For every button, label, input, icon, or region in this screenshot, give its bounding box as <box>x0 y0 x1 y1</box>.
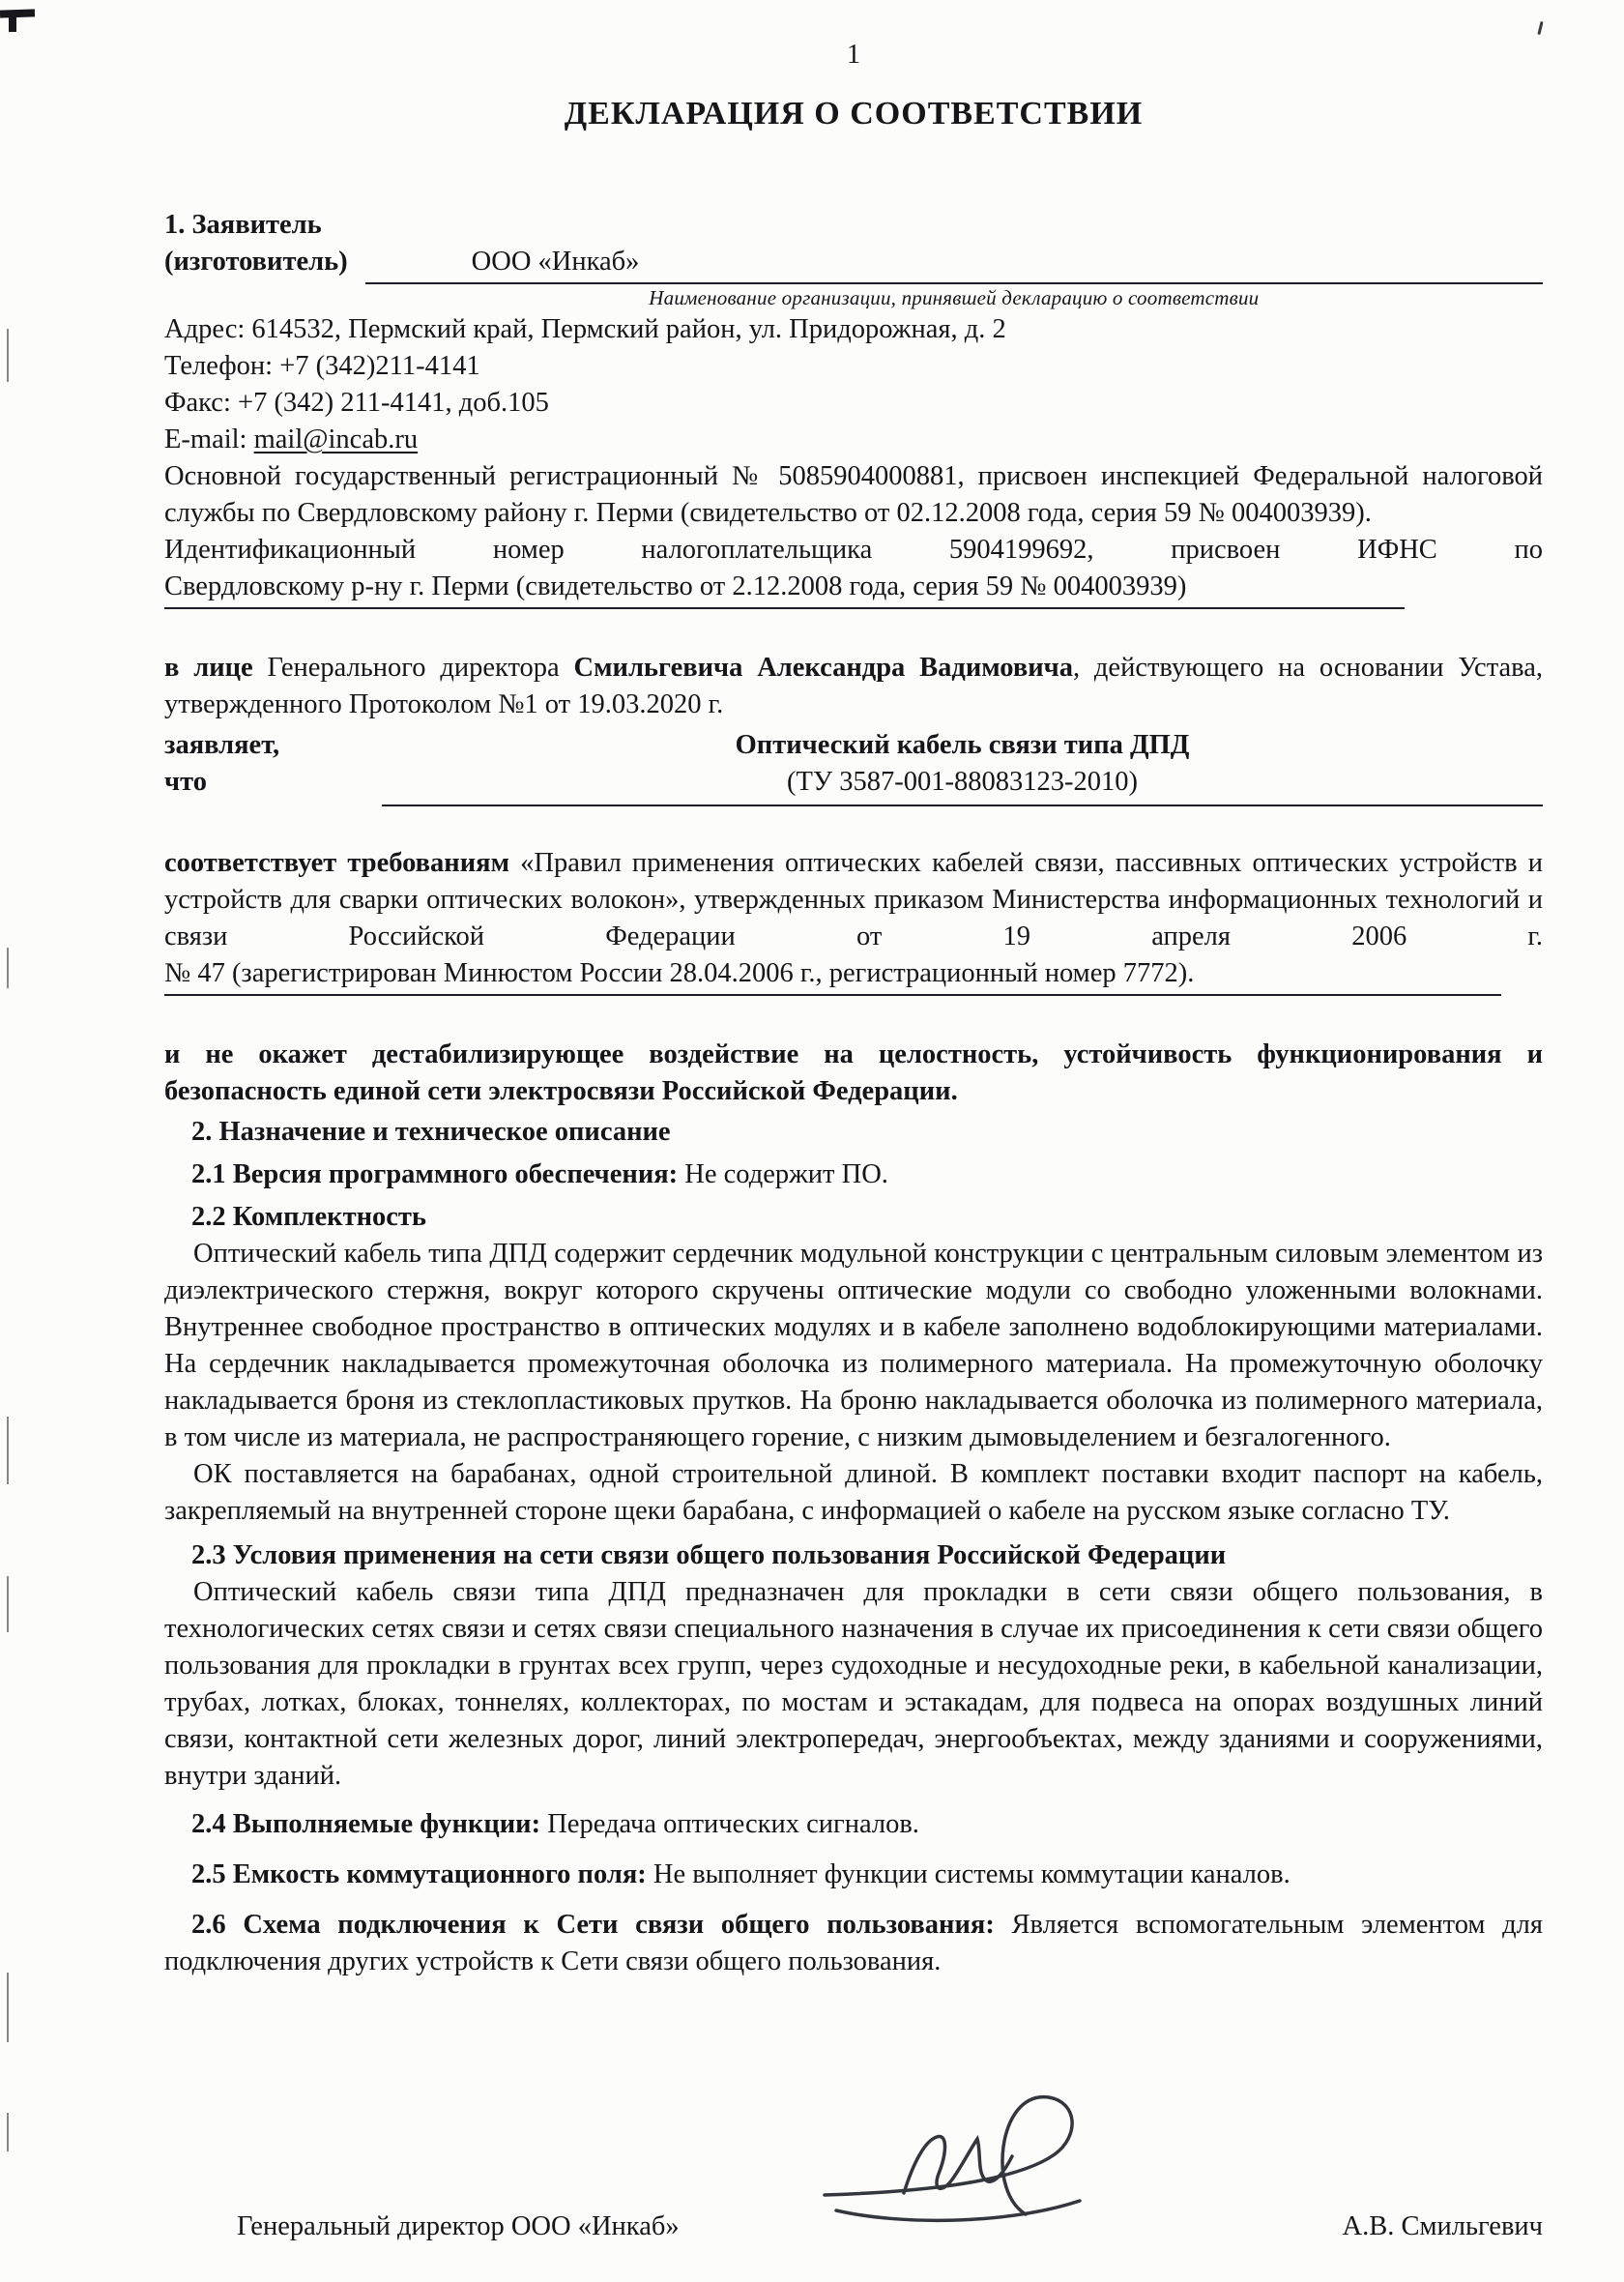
section2-heading: 2. Назначение и техническое описание <box>191 1117 671 1147</box>
document-title: ДЕКЛАРАЦИЯ О СООТВЕТСТВИИ <box>564 96 1144 132</box>
product-field <box>382 727 1543 806</box>
section-2-3-heading: 2.3 Условия применения на сети связи общего пользования Российской Федерации <box>191 1540 1227 1570</box>
section-2-1-text: Не содержит ПО. <box>684 1159 888 1189</box>
scan-artifact-corner-stem <box>9 16 16 32</box>
section-applicant <box>164 207 1543 609</box>
scan-artifact-corner-bar <box>0 9 35 17</box>
section-2-1-label: 2.1 Версия программного обеспечения: <box>191 1159 679 1189</box>
section-2-5 <box>164 1857 1543 1893</box>
declares-word-2: что <box>164 767 207 797</box>
section-2-5-label: 2.5 Емкость коммутационного поля: <box>191 1859 647 1889</box>
declares-labels <box>164 727 382 806</box>
email-label: E-mail: <box>164 424 247 454</box>
in-person-rest: , действующего на основании Устава, утвержденного Протоколом №1 от 19.03.2020 г. <box>164 653 1543 719</box>
section-2-2-heading: 2.2 Комплектность <box>191 1202 426 1232</box>
section-2-3-paragraph: Оптический кабель связи типа ДПД предназначен для прокладки в сети связи общего пользования, в технологических сетях связи и сетях связи специального назначения в случае их присоединения к сети связи общего пользования для прокладки в грунтах всех групп, через судоходные и несудоходные реки, в кабельной канализации, трубах, лотках, блоках, тоннелях, коллекторах, по мостам и эстакадам, для подвеса на опорах воздушных линий связи, контактной сети железных дорог, линий электропередач, энергообъектах, между зданиями и сооружениями, внутри зданий. <box>164 1577 1543 1791</box>
section-2-2-paragraph-2: ОК поставляется на барабанах, одной строительной длиной. В комплект поставки входит паспорт на кабель, закрепляемый на внутренней стороне щеки барабана, с информацией о кабеле на русском языке согласно ТУ. <box>164 1459 1543 1526</box>
complies-paragraph <box>164 845 1543 955</box>
section-2-5-text: Не выполняет функции системы коммутации каналов. <box>652 1859 1290 1889</box>
inn-line-1: Идентификационный номер налогоплательщика 5904199692, присвоен ИФНС по <box>164 535 1543 565</box>
section-2-6 <box>164 1907 1543 1980</box>
scan-artifact-edge-dash <box>7 948 9 988</box>
address-line: Адрес: 614532, Пермский край, Пермский район, ул. Придорожная, д. 2 <box>164 314 1006 344</box>
applicant-heading: 1. Заявитель <box>164 210 322 240</box>
section-2-4 <box>164 1806 1543 1843</box>
in-person-paragraph <box>164 650 1543 723</box>
declares-block <box>164 727 1543 806</box>
scan-artifact-edge-dash <box>7 1417 9 1484</box>
phone-line: Телефон: +7 (342)211-4141 <box>164 351 480 381</box>
org-name-field <box>365 244 1543 311</box>
ogrn-paragraph: Основной государственный регистрационный № 5085904000881, присвоен инспекцией Федеральной налоговой службы по Свердловскому району г. Перми (свидетельство от 02.12.2008 года, серия 59 № 004003939). <box>164 461 1543 528</box>
no-harm-paragraph: и не окажет дестабилизирующее воздействие на целостность, устойчивость функционирования и безопасность единой сети электросвязи Российской Федерации. <box>164 1039 1543 1106</box>
product-name: Оптический кабель связи типа ДПД <box>735 730 1190 760</box>
inn-line-2: Свердловскому р-ну г. Перми (свидетельство от 2.12.2008 года, серия 59 № 004003939) <box>164 569 1405 609</box>
manufacturer-label: (изготовитель) <box>164 247 348 277</box>
scan-artifact-edge-dash <box>7 329 9 382</box>
scan-artifact-edge-dash <box>7 2113 9 2151</box>
scan-artifact-edge-dash <box>7 1973 9 2042</box>
section-2-6-label: 2.6 Схема подключения к Сети связи общего пользования: <box>191 1910 995 1940</box>
org-name-row <box>164 244 1543 311</box>
declares-word-1: заявляет, <box>164 730 280 760</box>
email-line <box>164 422 1543 458</box>
director-name: Смильгевича Александра Вадимовича <box>573 653 1073 683</box>
director-title: Генерального директора <box>267 653 574 683</box>
fax-line: Факс: +7 (342) 211-4141, доб.105 <box>164 388 549 418</box>
page-number: 1 <box>846 40 861 70</box>
complies-lead: соответствует требованиям <box>164 848 521 878</box>
signer-name: А.В. Смильгевич <box>1342 2211 1543 2241</box>
product-tu: (ТУ 3587-001-88083123-2010) <box>787 767 1138 797</box>
section-2-1 <box>164 1156 1543 1193</box>
complies-text: «Правил применения оптических кабелей связи, пассивных оптических устройств и устройств для сварки оптических волокон», утвержденных приказом Министерства информационных технологий и связи Российской Федерации от 19 апреля 2006 г. <box>164 848 1543 951</box>
section-2-4-text: Передача оптических сигналов. <box>547 1809 919 1839</box>
org-name-caption: Наименование организации, принявшей декларацию о соответствии <box>649 286 1260 309</box>
complies-underlined-line: № 47 (зарегистрирован Минюстом России 28.04.2006 г., регистрационный номер 7772). <box>164 955 1501 996</box>
section-2-6-text: Является вспомогательным элементом для подключения других устройств к Сети связи общего пользования. <box>164 1910 1544 1976</box>
section-2-2-paragraph-1: Оптический кабель типа ДПД содержит сердечник модульной конструкции с центральным силовым элементом из диэлектрического стержня, вокруг которого скручены оптические модули со свободно уложенными волокнами. Внутреннее свободное пространство в оптических модулях и в кабеле заполнено водоблокирующими материалами. На сердечник накладывается промежуточная оболочка из полимерного материала. На промежуточную оболочку накладывается броня из стеклопластиковых прутков. На броню накладывается оболочка из полимерного материала, в том числе из материала, не распространяющего горение, с низким дымовыделением и безгалогенного. <box>164 1239 1543 1452</box>
signer-position: Генеральный директор ООО «Инкаб» <box>237 2211 680 2241</box>
scan-artifact-corner <box>0 4 43 33</box>
email-address: mail@incab.ru <box>253 424 419 454</box>
org-name: ООО «Инкаб» <box>365 244 1543 284</box>
signature-row <box>0 2209 1624 2245</box>
in-person-lead: в лице <box>164 653 268 683</box>
section-2-4-label: 2.4 Выполняемые функции: <box>191 1809 541 1839</box>
scan-artifact-edge-dash <box>7 1576 9 1632</box>
